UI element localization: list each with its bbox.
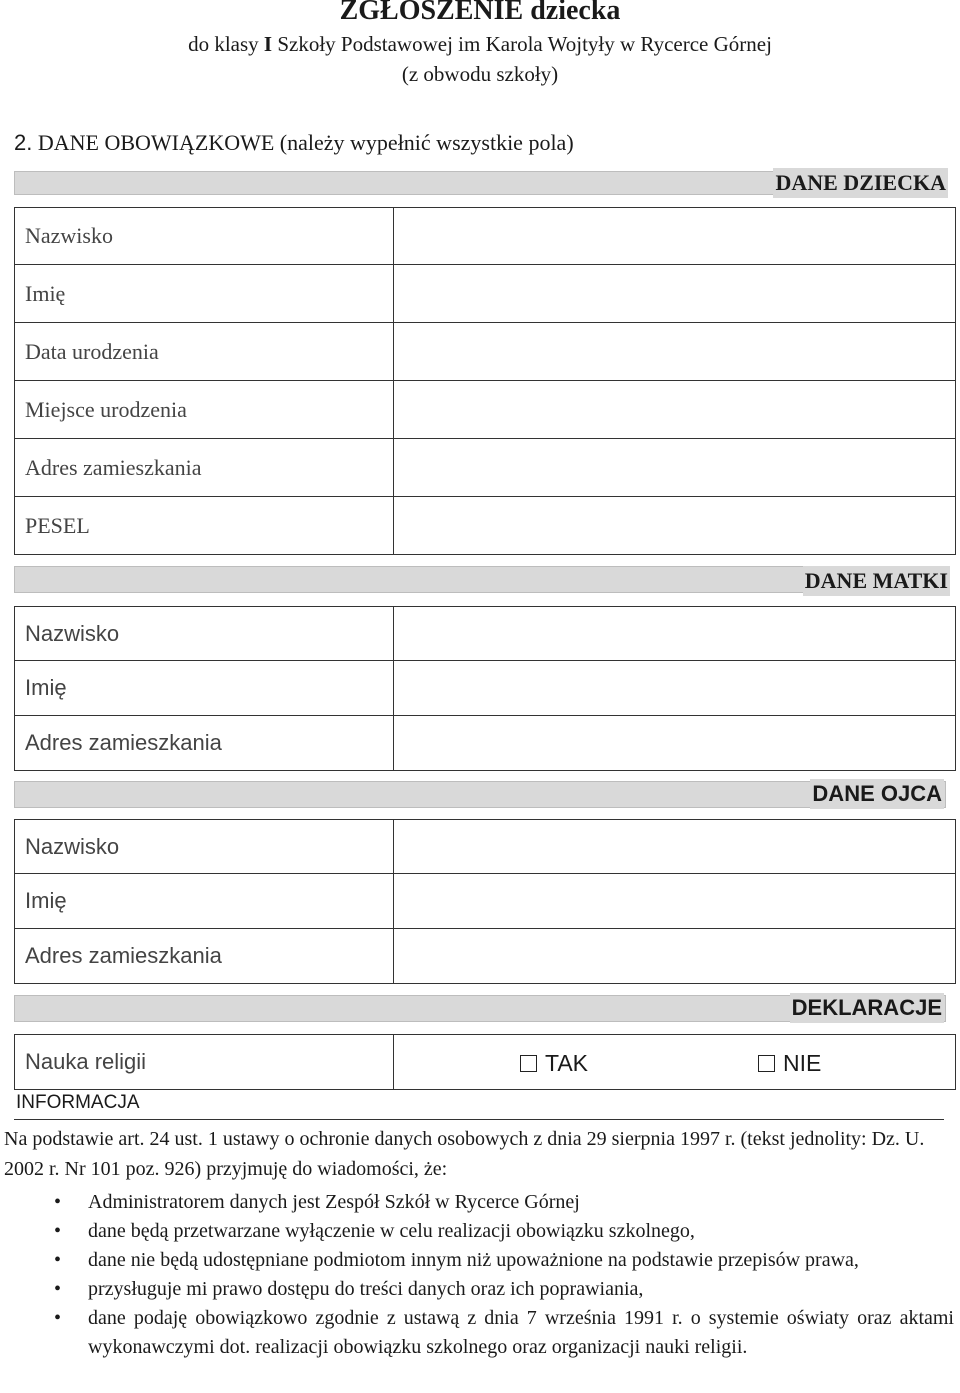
bullet-icon: • [54,1307,62,1329]
mother-row-address [14,716,956,771]
field-label: Adres zamieszkania [25,730,222,755]
child-row-birth-place [14,381,956,439]
info-list [54,1188,954,1362]
checkbox-icon [758,1055,775,1072]
list-item: • dane będą przetwarzane wyłączenie w celu realizacji obowiązku szkolnego, [54,1217,954,1246]
mother-band-label: DANE MATKI [803,566,950,596]
field-label: Imię [25,888,67,913]
father-row-address [14,929,956,984]
field-label: Imię [25,675,67,700]
checkbox-icon [520,1055,537,1072]
page-subtitle: do klasy I Szkoły Podstawowej im Karola Wojtyły w Rycerce Górnej [188,32,772,56]
child-row-first-name [14,265,956,323]
section-heading [14,128,574,158]
field-label: Nazwisko [25,833,120,859]
religion-no-checkbox[interactable] [758,1050,821,1077]
bullet-icon: • [54,1220,62,1242]
mother-row-first-name [14,661,956,716]
field-label: Adres zamieszkania [25,454,202,480]
page-subtitle-line2: (z obwodu szkoły) [401,62,559,86]
declarations-band-label: DEKLARACJE [790,993,944,1023]
checkbox-label: TAK [545,1050,589,1076]
father-row-first-name [14,874,956,929]
father-band [14,781,946,808]
list-item: • dane nie będą udostępniane podmiotom innym niż upoważnione na podstawie przepisów prawa, [54,1246,954,1275]
child-row-surname [14,207,956,265]
religion-label: Nauka religii [25,1049,147,1074]
field-label: Nazwisko [25,223,113,248]
field-label: Nazwisko [25,620,120,646]
mother-row-surname [14,606,956,661]
religion-yes-checkbox[interactable] [520,1050,588,1077]
field-label: PESEL [25,512,90,538]
field-label: Data urodzenia [25,338,159,364]
checkbox-label: NIE [783,1050,822,1076]
field-label: Miejsce urodzenia [25,396,187,422]
child-row-birth-date [14,323,956,381]
father-band-label: DANE OJCA [810,779,944,809]
bullet-icon: • [54,1278,62,1300]
info-heading: INFORMACJA [16,1092,140,1113]
child-band-label: DANE DZIECKA [773,168,948,198]
info-divider [14,1119,944,1120]
info-paragraph: Na podstawie art. 24 ust. 1 ustawy o ochronie danych osobowych z dnia 29 sierpnia 1997 r. (tekst jednolity: Dz. U. 2002 r. Nr 101 poz. 926) przyjmuję do wiadomości, że: [4,1128,925,1180]
list-item: • dane podaję obowiązkowo zgodnie z ustawą z dnia 7 września 1991 r. o systemie oświaty oraz aktami wykonawczymi dot. realizacji obowiązku szkolnego oraz organizacji nauki religii. [54,1304,954,1362]
religion-row [14,1034,956,1090]
father-row-surname [14,819,956,874]
bullet-icon: • [54,1191,62,1213]
section-number: 2. [14,130,33,155]
child-row-pesel [14,497,956,555]
section-heading-text: DANE OBOWIĄZKOWE (należy wypełnić wszystkie pola) [37,130,574,155]
list-item: • przysługuje mi prawo dostępu do treści danych oraz ich poprawiania, [54,1275,954,1304]
field-label: Imię [25,280,66,306]
bullet-icon: • [54,1249,62,1271]
list-item: • Administratorem danych jest Zespół Szkół w Rycerce Górnej [54,1188,954,1217]
page-title: ZGŁOSZENIE dziecka [339,0,621,26]
field-label: Adres zamieszkania [25,943,222,968]
child-row-address [14,439,956,497]
